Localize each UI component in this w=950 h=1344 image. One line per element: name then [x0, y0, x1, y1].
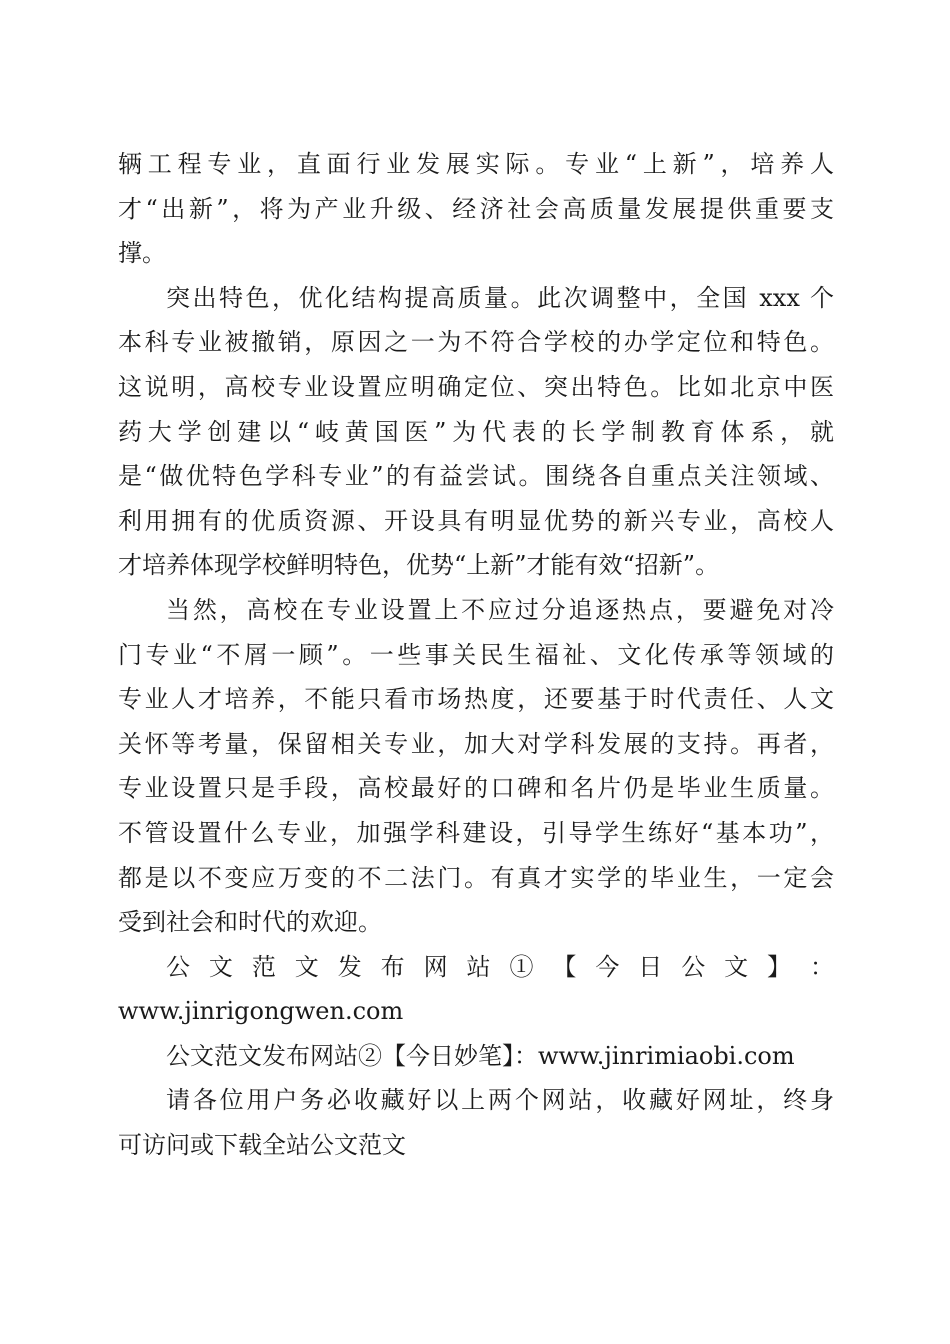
website-notice-line: 公文范文发布网站②【今日妙笔】：www.jinrimiaobi.com: [166, 1041, 795, 1070]
paragraph-start-line: 请各位用户务必收藏好以上两个网站，收藏好网址，终身: [166, 1086, 834, 1115]
text-line: 都是以不变应万变的不二法门。有真才实学的毕业生，一定会: [118, 863, 834, 892]
text-line: 本科专业被撤销，原因之一为不符合学校的办学定位和特色。: [118, 328, 834, 357]
text-line: 撑。: [118, 239, 166, 268]
text-line: 辆工程专业，直面行业发展实际。专业“上新”，培养人: [118, 150, 834, 178]
text-line: 可访问或下载全站公文范文: [118, 1131, 406, 1160]
text-line: 门专业“不屑一顾”。一些事关民生福祉、文化传承等领域的: [118, 640, 834, 669]
paragraph-start-line: 当然，高校在专业设置上不应过分追逐热点，要避免对冷: [166, 595, 834, 624]
text-line: 受到社会和时代的欢迎。: [118, 908, 382, 937]
text-line: 才“出新”，将为产业升级、经济社会高质量发展提供重要支: [118, 194, 834, 223]
website-url: www.jinrigongwen.com: [118, 997, 404, 1026]
text-line: 才培养体现学校鲜明特色，优势“上新”才能有效“招新”。: [118, 551, 720, 580]
paragraph-start-line: 突出特色，优化结构提高质量。此次调整中，全国 xxx 个: [166, 283, 834, 312]
text-line: 是“做优特色学科专业”的有益尝试。围绕各自重点关注领域、: [118, 462, 834, 491]
text-line: 专业设置只是手段，高校最好的口碑和名片仍是毕业生质量。: [118, 774, 834, 803]
document-body: [118, 142, 834, 1168]
text-line: 利用拥有的优质资源、开设具有明显优势的新兴专业，高校人: [118, 506, 834, 535]
text-line: 药大学创建以“岐黄国医”为代表的长学制教育体系，就: [118, 417, 834, 446]
text-line: 不管设置什么专业，加强学科建设，引导学生练好“基本功”，: [118, 818, 834, 847]
text-line: 这说明，高校专业设置应明确定位、突出特色。比如北京中医: [118, 372, 834, 401]
website-notice-line: 公 文 范 文 发 布 网 站 ① 【 今 日 公 文 】 ：: [166, 952, 834, 981]
text-line: 专业人才培养，不能只看市场热度，还要基于时代责任、人文: [118, 685, 834, 714]
text-line: 关怀等考量，保留相关专业，加大对学科发展的支持。再者，: [118, 729, 834, 758]
